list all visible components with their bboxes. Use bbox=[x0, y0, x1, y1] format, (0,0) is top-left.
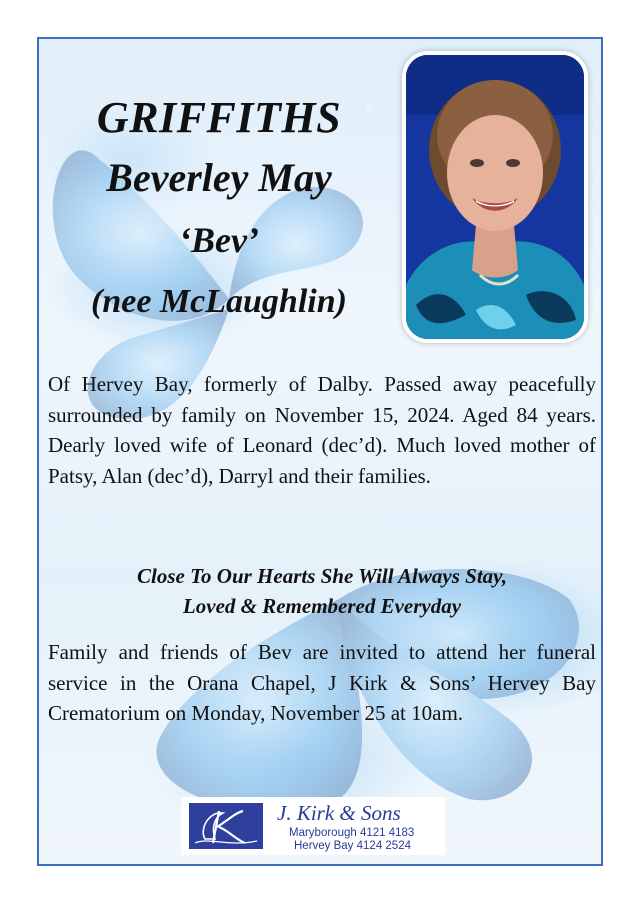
given-names: Beverley May bbox=[106, 155, 332, 200]
k-monogram-icon bbox=[189, 803, 263, 849]
hervey-bay-phone: Hervey Bay 4124 2524 bbox=[294, 840, 411, 852]
maiden-name: (nee McLaughlin) bbox=[91, 283, 347, 320]
death-notice-paragraph: Of Hervey Bay, formerly of Dalby. Passed away peacefully surrounded by family on November 15, 2024. Aged 84 years. Dearly loved wife of Leonard (dec’d). Much loved mother of Patsy, Alan (dec’d), Darryl and their families. bbox=[48, 372, 596, 488]
verse-line-2: Loved & Remembered Everyday bbox=[182, 594, 462, 618]
portrait-illustration bbox=[406, 55, 584, 339]
memorial-verse bbox=[48, 561, 596, 621]
portrait-photo bbox=[402, 51, 588, 343]
verse-line-1: Close To Our Hearts She Will Always Stay, bbox=[137, 564, 507, 588]
name-block bbox=[49, 89, 389, 333]
notice-frame bbox=[37, 37, 603, 866]
funeral-details-paragraph: Family and friends of Bev are invited to attend her funeral service in the Orana Chapel, J Kirk & Sons’ Hervey Bay Crematorium on Monday, November 25 at 10am. bbox=[48, 640, 596, 725]
funeral-director-logo bbox=[181, 797, 445, 855]
maryborough-phone: Maryborough 4121 4183 bbox=[289, 827, 415, 839]
surname: GRIFFITHS bbox=[96, 93, 342, 142]
nickname: ‘Bev’ bbox=[179, 220, 259, 260]
funeral-director-name: J. Kirk & Sons bbox=[277, 801, 401, 825]
